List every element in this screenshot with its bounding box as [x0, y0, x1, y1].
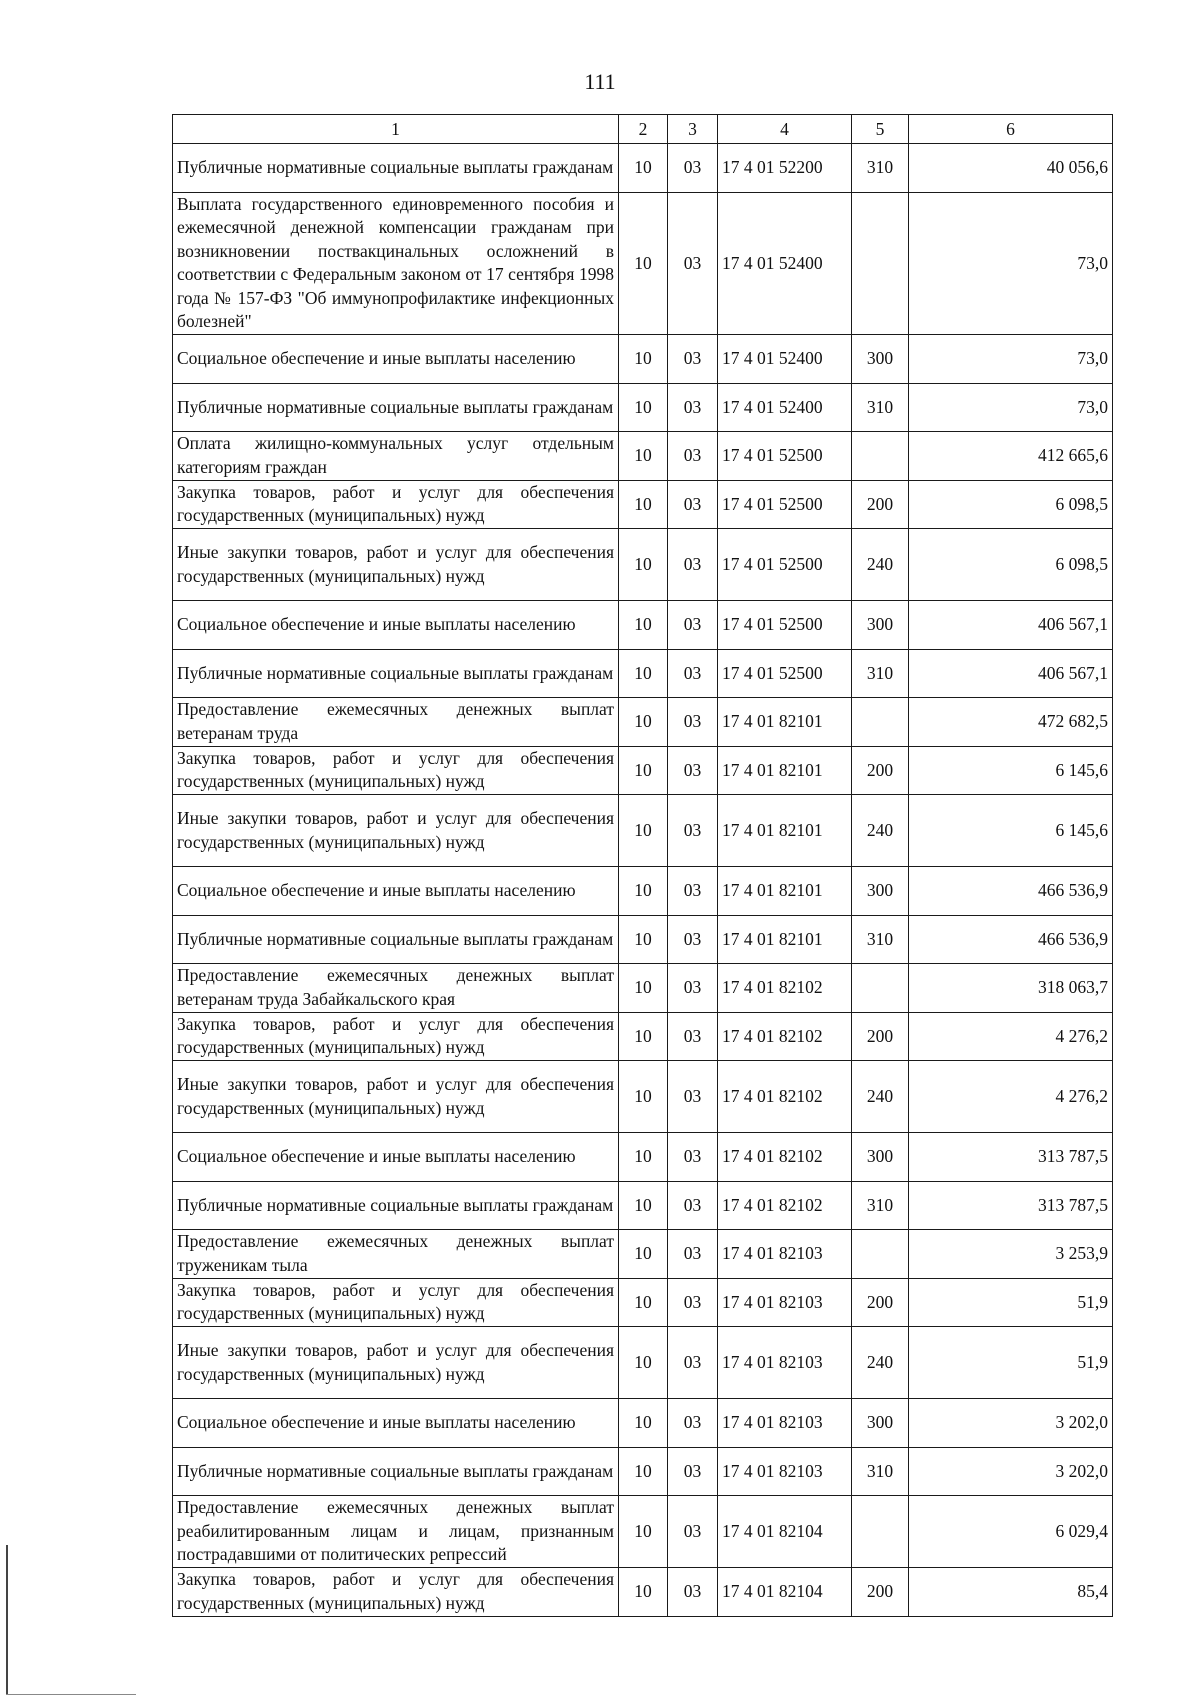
scan-bottom-line	[6, 1694, 136, 1695]
table-row	[173, 698, 1113, 747]
row-subsection: 03	[668, 432, 718, 481]
row-name: Иные закупки товаров, работ и услуг для обеспечения государственных (муниципальных) нужд	[173, 1327, 619, 1399]
row-expense-type: 300	[852, 867, 909, 916]
row-expense-type	[852, 964, 909, 1013]
row-name: Предоставление ежемесячных денежных выплат ветеранам труда Забайкальского края	[173, 964, 619, 1013]
row-expense-type: 310	[852, 649, 909, 698]
row-section: 10	[619, 432, 668, 481]
header-col-1: 1	[173, 115, 619, 144]
row-expense-type: 240	[852, 1327, 909, 1399]
row-expense-type: 200	[852, 1568, 909, 1617]
row-subsection: 03	[668, 192, 718, 335]
row-target-article: 17 4 01 82101	[718, 915, 852, 964]
row-amount: 3 202,0	[909, 1447, 1113, 1496]
row-expense-type: 240	[852, 795, 909, 867]
header-col-5: 5	[852, 115, 909, 144]
row-target-article: 17 4 01 52500	[718, 529, 852, 601]
row-target-article: 17 4 01 82103	[718, 1447, 852, 1496]
row-section: 10	[619, 1133, 668, 1182]
row-target-article: 17 4 01 52400	[718, 383, 852, 432]
row-subsection: 03	[668, 144, 718, 193]
row-name: Предоставление ежемесячных денежных выплат труженикам тыла	[173, 1230, 619, 1279]
row-expense-type	[852, 1230, 909, 1279]
row-name: Социальное обеспечение и иные выплаты населению	[173, 1133, 619, 1182]
row-amount: 472 682,5	[909, 698, 1113, 747]
table-row	[173, 335, 1113, 384]
row-amount: 73,0	[909, 192, 1113, 335]
row-name: Иные закупки товаров, работ и услуг для обеспечения государственных (муниципальных) нужд	[173, 529, 619, 601]
row-expense-type	[852, 192, 909, 335]
table-row	[173, 1496, 1113, 1568]
row-target-article: 17 4 01 52400	[718, 335, 852, 384]
row-target-article: 17 4 01 82102	[718, 1181, 852, 1230]
row-section: 10	[619, 335, 668, 384]
row-subsection: 03	[668, 1181, 718, 1230]
row-subsection: 03	[668, 383, 718, 432]
row-target-article: 17 4 01 82104	[718, 1496, 852, 1568]
row-name: Выплата государственного единовременного пособия и ежемесячной денежной компенсации гражданам при возникновении поствакцинальных осложнений в соответствии с Федеральным законом от 17 сентября 1998 года № 157-ФЗ "Об иммунопрофилактике инфекционных болезней"	[173, 192, 619, 335]
row-section: 10	[619, 144, 668, 193]
row-expense-type: 200	[852, 1012, 909, 1061]
row-amount: 3 253,9	[909, 1230, 1113, 1279]
row-name: Закупка товаров, работ и услуг для обеспечения государственных (муниципальных) нужд	[173, 746, 619, 795]
scan-margin-line	[6, 1545, 8, 1695]
table-row	[173, 1327, 1113, 1399]
row-subsection: 03	[668, 601, 718, 650]
row-target-article: 17 4 01 82101	[718, 867, 852, 916]
row-target-article: 17 4 01 52200	[718, 144, 852, 193]
row-name: Публичные нормативные социальные выплаты гражданам	[173, 1447, 619, 1496]
row-expense-type: 240	[852, 529, 909, 601]
row-amount: 6 145,6	[909, 795, 1113, 867]
header-col-4: 4	[718, 115, 852, 144]
row-name: Публичные нормативные социальные выплаты гражданам	[173, 1181, 619, 1230]
row-target-article: 17 4 01 52400	[718, 192, 852, 335]
table-row	[173, 1061, 1113, 1133]
row-amount: 73,0	[909, 335, 1113, 384]
row-section: 10	[619, 1278, 668, 1327]
row-expense-type: 300	[852, 1133, 909, 1182]
row-amount: 466 536,9	[909, 867, 1113, 916]
table-row	[173, 1181, 1113, 1230]
row-subsection: 03	[668, 529, 718, 601]
row-subsection: 03	[668, 335, 718, 384]
row-section: 10	[619, 915, 668, 964]
row-amount: 412 665,6	[909, 432, 1113, 481]
row-subsection: 03	[668, 795, 718, 867]
table-row	[173, 383, 1113, 432]
row-expense-type: 310	[852, 1181, 909, 1230]
row-section: 10	[619, 1568, 668, 1617]
table-row	[173, 649, 1113, 698]
header-col-6: 6	[909, 115, 1113, 144]
row-amount: 85,4	[909, 1568, 1113, 1617]
row-amount: 51,9	[909, 1327, 1113, 1399]
table-row	[173, 144, 1113, 193]
row-subsection: 03	[668, 480, 718, 529]
row-expense-type	[852, 432, 909, 481]
row-target-article: 17 4 01 82103	[718, 1399, 852, 1448]
row-target-article: 17 4 01 82101	[718, 698, 852, 747]
table-row	[173, 1012, 1113, 1061]
row-expense-type	[852, 698, 909, 747]
table-body	[173, 144, 1113, 1617]
row-target-article: 17 4 01 82102	[718, 1133, 852, 1182]
row-section: 10	[619, 867, 668, 916]
row-section: 10	[619, 1447, 668, 1496]
row-subsection: 03	[668, 964, 718, 1013]
row-expense-type: 300	[852, 601, 909, 650]
row-section: 10	[619, 795, 668, 867]
row-target-article: 17 4 01 82102	[718, 1012, 852, 1061]
row-amount: 4 276,2	[909, 1012, 1113, 1061]
table-row	[173, 867, 1113, 916]
row-name: Оплата жилищно-коммунальных услуг отдельным категориям граждан	[173, 432, 619, 481]
row-subsection: 03	[668, 915, 718, 964]
row-subsection: 03	[668, 1496, 718, 1568]
row-name: Предоставление ежемесячных денежных выплат ветеранам труда	[173, 698, 619, 747]
table-row	[173, 601, 1113, 650]
row-amount: 406 567,1	[909, 601, 1113, 650]
row-name: Социальное обеспечение и иные выплаты населению	[173, 601, 619, 650]
table-row	[173, 192, 1113, 335]
row-expense-type: 240	[852, 1061, 909, 1133]
row-name: Иные закупки товаров, работ и услуг для обеспечения государственных (муниципальных) нужд	[173, 795, 619, 867]
row-subsection: 03	[668, 1061, 718, 1133]
row-section: 10	[619, 1061, 668, 1133]
row-amount: 73,0	[909, 383, 1113, 432]
table-row	[173, 529, 1113, 601]
row-name: Публичные нормативные социальные выплаты гражданам	[173, 649, 619, 698]
row-amount: 4 276,2	[909, 1061, 1113, 1133]
row-subsection: 03	[668, 1012, 718, 1061]
row-section: 10	[619, 383, 668, 432]
row-name: Социальное обеспечение и иные выплаты населению	[173, 335, 619, 384]
row-section: 10	[619, 601, 668, 650]
row-subsection: 03	[668, 1447, 718, 1496]
row-section: 10	[619, 649, 668, 698]
row-name: Закупка товаров, работ и услуг для обеспечения государственных (муниципальных) нужд	[173, 1012, 619, 1061]
row-amount: 51,9	[909, 1278, 1113, 1327]
row-subsection: 03	[668, 698, 718, 747]
row-amount: 3 202,0	[909, 1399, 1113, 1448]
header-col-2: 2	[619, 115, 668, 144]
table-row	[173, 480, 1113, 529]
row-subsection: 03	[668, 746, 718, 795]
row-expense-type: 200	[852, 480, 909, 529]
row-amount: 313 787,5	[909, 1181, 1113, 1230]
row-expense-type: 310	[852, 144, 909, 193]
table-row	[173, 1278, 1113, 1327]
row-section: 10	[619, 1230, 668, 1279]
table-row	[173, 1230, 1113, 1279]
row-amount: 6 098,5	[909, 529, 1113, 601]
row-target-article: 17 4 01 52500	[718, 601, 852, 650]
row-name: Иные закупки товаров, работ и услуг для обеспечения государственных (муниципальных) нужд	[173, 1061, 619, 1133]
row-expense-type: 200	[852, 746, 909, 795]
row-expense-type: 310	[852, 915, 909, 964]
row-section: 10	[619, 480, 668, 529]
row-subsection: 03	[668, 1278, 718, 1327]
row-section: 10	[619, 698, 668, 747]
row-subsection: 03	[668, 1568, 718, 1617]
row-target-article: 17 4 01 82103	[718, 1230, 852, 1279]
header-row	[173, 115, 1113, 144]
row-amount: 6 098,5	[909, 480, 1113, 529]
row-subsection: 03	[668, 1133, 718, 1182]
row-subsection: 03	[668, 1327, 718, 1399]
table-row	[173, 1568, 1113, 1617]
table-row	[173, 795, 1113, 867]
row-amount: 466 536,9	[909, 915, 1113, 964]
row-target-article: 17 4 01 52500	[718, 480, 852, 529]
row-expense-type: 310	[852, 383, 909, 432]
row-target-article: 17 4 01 82102	[718, 964, 852, 1013]
table-header	[173, 115, 1113, 144]
row-section: 10	[619, 192, 668, 335]
row-name: Предоставление ежемесячных денежных выплат реабилитированным лицам и лицам, признанным пострадавшими от политических репрессий	[173, 1496, 619, 1568]
row-target-article: 17 4 01 82101	[718, 746, 852, 795]
row-target-article: 17 4 01 82101	[718, 795, 852, 867]
row-amount: 40 056,6	[909, 144, 1113, 193]
row-subsection: 03	[668, 1230, 718, 1279]
row-expense-type: 310	[852, 1447, 909, 1496]
row-name: Публичные нормативные социальные выплаты гражданам	[173, 144, 619, 193]
row-amount: 313 787,5	[909, 1133, 1113, 1182]
budget-table	[172, 114, 1113, 1617]
row-expense-type: 300	[852, 1399, 909, 1448]
row-target-article: 17 4 01 82103	[718, 1327, 852, 1399]
page-number: 111	[584, 69, 616, 94]
row-section: 10	[619, 1399, 668, 1448]
row-name: Публичные нормативные социальные выплаты гражданам	[173, 915, 619, 964]
row-expense-type: 300	[852, 335, 909, 384]
row-subsection: 03	[668, 867, 718, 916]
row-section: 10	[619, 1181, 668, 1230]
table-row	[173, 1399, 1113, 1448]
row-amount: 6 029,4	[909, 1496, 1113, 1568]
table-row	[173, 432, 1113, 481]
row-expense-type	[852, 1496, 909, 1568]
row-subsection: 03	[668, 1399, 718, 1448]
row-expense-type: 200	[852, 1278, 909, 1327]
row-name: Социальное обеспечение и иные выплаты населению	[173, 867, 619, 916]
header-col-3: 3	[668, 115, 718, 144]
row-subsection: 03	[668, 649, 718, 698]
row-amount: 6 145,6	[909, 746, 1113, 795]
table-row	[173, 915, 1113, 964]
row-name: Публичные нормативные социальные выплаты гражданам	[173, 383, 619, 432]
row-amount: 406 567,1	[909, 649, 1113, 698]
row-section: 10	[619, 1012, 668, 1061]
row-name: Закупка товаров, работ и услуг для обеспечения государственных (муниципальных) нужд	[173, 1278, 619, 1327]
row-name: Социальное обеспечение и иные выплаты населению	[173, 1399, 619, 1448]
row-section: 10	[619, 1496, 668, 1568]
row-amount: 318 063,7	[909, 964, 1113, 1013]
row-name: Закупка товаров, работ и услуг для обеспечения государственных (муниципальных) нужд	[173, 1568, 619, 1617]
row-section: 10	[619, 964, 668, 1013]
row-section: 10	[619, 746, 668, 795]
row-section: 10	[619, 529, 668, 601]
table-row	[173, 964, 1113, 1013]
row-target-article: 17 4 01 52500	[718, 649, 852, 698]
row-target-article: 17 4 01 82102	[718, 1061, 852, 1133]
row-target-article: 17 4 01 52500	[718, 432, 852, 481]
row-name: Закупка товаров, работ и услуг для обеспечения государственных (муниципальных) нужд	[173, 480, 619, 529]
row-section: 10	[619, 1327, 668, 1399]
table-row	[173, 1133, 1113, 1182]
row-target-article: 17 4 01 82104	[718, 1568, 852, 1617]
table-row	[173, 1447, 1113, 1496]
table-row	[173, 746, 1113, 795]
row-target-article: 17 4 01 82103	[718, 1278, 852, 1327]
